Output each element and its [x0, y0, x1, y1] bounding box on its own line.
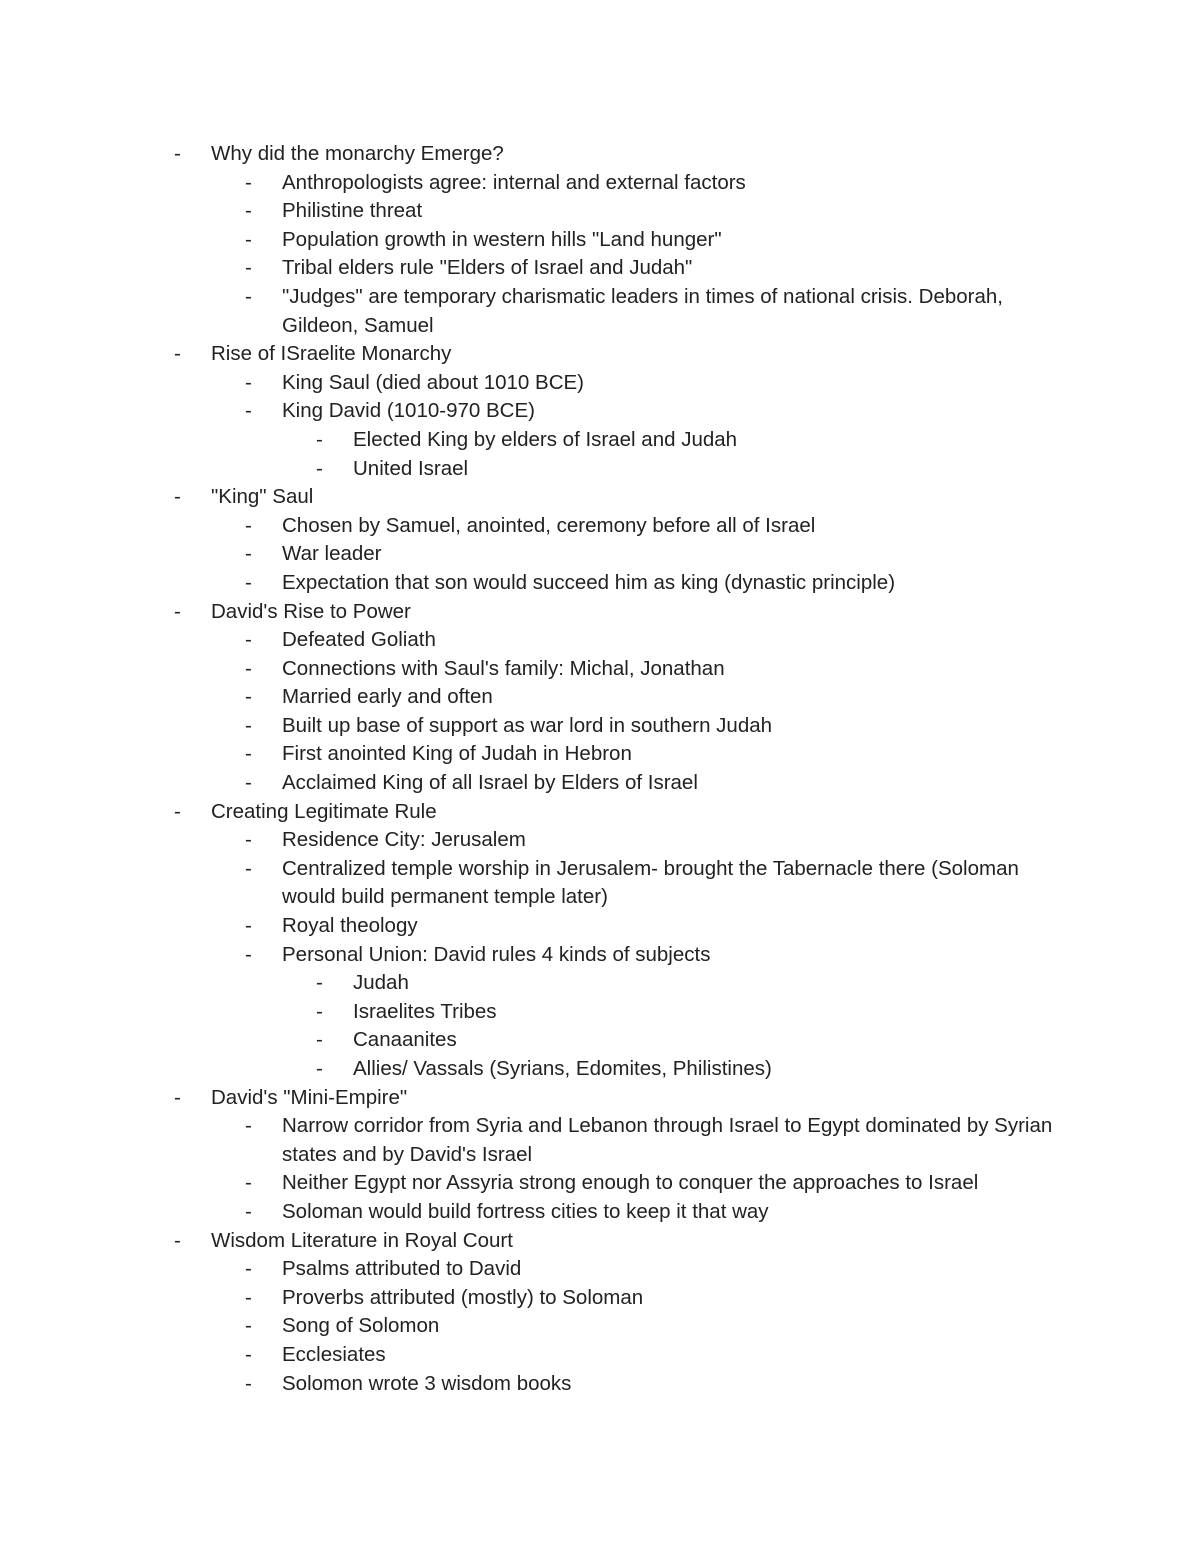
outline-item-text: Proverbs attributed (mostly) to Soloman	[282, 1285, 644, 1309]
outline-item-text: King Saul (died about 1010 BCE)	[282, 370, 585, 394]
outline-item-text: Why did the monarchy Emerge?	[211, 142, 504, 165]
bullet-dash: -	[245, 1314, 252, 1338]
bullet-dash: -	[245, 170, 252, 194]
bullet-dash: -	[245, 771, 252, 795]
bullet-dash: -	[245, 1257, 252, 1281]
outline-item-text: Soloman would build fortress cities to keep it that way	[282, 1199, 769, 1223]
bullet-dash: -	[245, 1342, 252, 1366]
outline-item-level-1	[0, 826, 1200, 855]
outline-item-level-2	[0, 969, 1200, 998]
outline-item-level-1	[0, 169, 1200, 198]
outline-item-level-1	[0, 740, 1200, 769]
outline-item-text: King David (1010-970 BCE)	[282, 399, 535, 423]
outline-item-level-2	[0, 1026, 1200, 1055]
outline-item-text: Connections with Saul's family: Michal, Jonathan	[282, 656, 725, 680]
outline-item-level-2	[0, 455, 1200, 484]
outline-item-level-1	[0, 1312, 1200, 1341]
bullet-dash: -	[316, 999, 323, 1023]
outline-item-text: Allies/ Vassals (Syrians, Edomites, Philistines)	[353, 1057, 772, 1080]
bullet-dash: -	[245, 656, 252, 680]
bullet-dash: -	[316, 1057, 323, 1080]
bullet-dash: -	[316, 1028, 323, 1052]
outline-item-level-1	[0, 283, 1200, 340]
bullet-dash: -	[316, 971, 323, 995]
bullet-dash: -	[245, 942, 252, 966]
outline-item-level-1	[0, 912, 1200, 941]
outline-item-text: Narrow corridor from Syria and Lebanon through Israel to Egypt dominated by Syrian states and by David's Israel	[282, 1114, 1053, 1166]
outline-item-text: Philistine threat	[282, 199, 423, 223]
outline-item-text: Ecclesiates	[282, 1342, 386, 1366]
outline-item-level-1	[0, 397, 1200, 426]
outline-item-text: "Judges" are temporary charismatic leaders in times of national crisis. Deborah, Gildeon, Samuel	[282, 284, 1003, 337]
outline-item-level-0	[0, 798, 1200, 827]
bullet-dash: -	[245, 1114, 252, 1138]
outline-item-level-1	[0, 683, 1200, 712]
bullet-dash: -	[245, 370, 252, 394]
outline-item-level-1	[0, 769, 1200, 798]
bullet-dash: -	[245, 513, 252, 537]
outline-item-text: David's Rise to Power	[211, 599, 411, 623]
bullet-dash: -	[174, 142, 181, 165]
outline-item-text: Creating Legitimate Rule	[211, 799, 437, 823]
outline-item-level-1	[0, 512, 1200, 541]
bullet-dash: -	[245, 1171, 252, 1195]
bullet-dash: -	[245, 856, 252, 880]
outline-item-text: Canaanites	[353, 1028, 457, 1052]
bullet-dash: -	[245, 570, 252, 594]
outline-item-level-1	[0, 540, 1200, 569]
outline-item-level-1	[0, 369, 1200, 398]
outline-item-level-1	[0, 1341, 1200, 1370]
outline-item-text: Tribal elders rule "Elders of Israel and Judah"	[282, 256, 693, 280]
outline-item-level-2	[0, 1055, 1200, 1084]
bullet-dash: -	[174, 485, 181, 509]
outline-item-level-1	[0, 1198, 1200, 1227]
outline-item-text: David's "Mini-Empire"	[211, 1085, 408, 1109]
outline-item-text: Elected King by elders of Israel and Judah	[353, 427, 738, 451]
bullet-dash: -	[174, 1228, 181, 1252]
outline-item-level-1	[0, 569, 1200, 598]
notes-document	[0, 140, 1200, 1398]
outline-item-text: Built up base of support as war lord in southern Judah	[282, 713, 773, 737]
bullet-dash: -	[245, 742, 252, 766]
outline-item-level-0	[0, 1084, 1200, 1113]
bullet-dash: -	[245, 256, 252, 280]
bullet-dash: -	[245, 628, 252, 652]
outline-item-text: Centralized temple worship in Jerusalem- brought the Tabernacle there (Soloman would build permanent temple later)	[282, 856, 1019, 909]
bullet-dash: -	[174, 342, 181, 366]
outline-item-text: Expectation that son would succeed him as king (dynastic principle)	[282, 570, 896, 594]
bullet-dash: -	[245, 199, 252, 223]
outline-item-level-2	[0, 998, 1200, 1027]
outline-item-level-1	[0, 1169, 1200, 1198]
outline-item-text: Neither Egypt nor Assyria strong enough to conquer the approaches to Israel	[282, 1171, 979, 1195]
bullet-dash: -	[245, 1285, 252, 1309]
outline-item-level-1	[0, 1370, 1200, 1399]
outline-item-text: Personal Union: David rules 4 kinds of subjects	[282, 942, 711, 966]
outline-item-text: Solomon wrote 3 wisdom books	[282, 1371, 572, 1395]
bullet-dash: -	[245, 828, 252, 852]
outline-item-text: Psalms attributed to David	[282, 1257, 522, 1281]
outline-item-text: Residence City: Jerusalem	[282, 828, 526, 852]
outline-item-text: Defeated Goliath	[282, 628, 436, 652]
outline-item-text: Wisdom Literature in Royal Court	[211, 1228, 513, 1252]
outline-item-text: Song of Solomon	[282, 1314, 440, 1338]
outline-item-level-1	[0, 1255, 1200, 1284]
outline-item-text: Royal theology	[282, 914, 418, 938]
outline-item-text: War leader	[282, 542, 382, 566]
outline-item-level-0	[0, 1227, 1200, 1256]
bullet-dash: -	[245, 542, 252, 566]
bullet-dash: -	[174, 799, 181, 823]
outline-item-level-1	[0, 1284, 1200, 1313]
bullet-dash: -	[245, 399, 252, 423]
bullet-dash: -	[174, 1085, 181, 1109]
bullet-dash: -	[245, 284, 252, 308]
bullet-dash: -	[245, 713, 252, 737]
outline-item-level-1	[0, 655, 1200, 684]
outline-item-text: Anthropologists agree: internal and external factors	[282, 170, 746, 194]
outline-item-level-2	[0, 426, 1200, 455]
bullet-dash: -	[245, 227, 252, 251]
outline-item-level-1	[0, 855, 1200, 912]
outline-item-level-0	[0, 340, 1200, 369]
bullet-dash: -	[316, 456, 323, 480]
bullet-dash: -	[316, 427, 323, 451]
bullet-dash: -	[245, 914, 252, 938]
outline-item-text: Judah	[353, 971, 409, 995]
outline-item-text: "King" Saul	[211, 485, 314, 509]
outline-item-text: Acclaimed King of all Israel by Elders of Israel	[282, 771, 698, 795]
outline-item-level-0	[0, 598, 1200, 627]
outline-item-text: Chosen by Samuel, anointed, ceremony before all of Israel	[282, 513, 816, 537]
outline-item-level-1	[0, 712, 1200, 741]
outline-item-text: Israelites Tribes	[353, 999, 497, 1023]
bullet-dash: -	[245, 1199, 252, 1223]
outline-item-level-1	[0, 1112, 1200, 1169]
outline-item-level-1	[0, 226, 1200, 255]
outline-item-text: United Israel	[353, 456, 469, 480]
outline-item-level-1	[0, 254, 1200, 283]
outline-item-text: First anointed King of Judah in Hebron	[282, 742, 632, 766]
outline-item-text: Married early and often	[282, 685, 493, 709]
outline-item-text: Rise of ISraelite Monarchy	[211, 342, 452, 366]
outline-item-level-0	[0, 140, 1200, 169]
bullet-dash: -	[245, 685, 252, 709]
outline-item-level-0	[0, 483, 1200, 512]
outline-item-text: Population growth in western hills "Land hunger"	[282, 227, 722, 251]
outline-item-level-1	[0, 626, 1200, 655]
outline-item-level-1	[0, 197, 1200, 226]
bullet-dash: -	[245, 1371, 252, 1395]
bullet-dash: -	[174, 599, 181, 623]
outline-item-level-1	[0, 941, 1200, 970]
